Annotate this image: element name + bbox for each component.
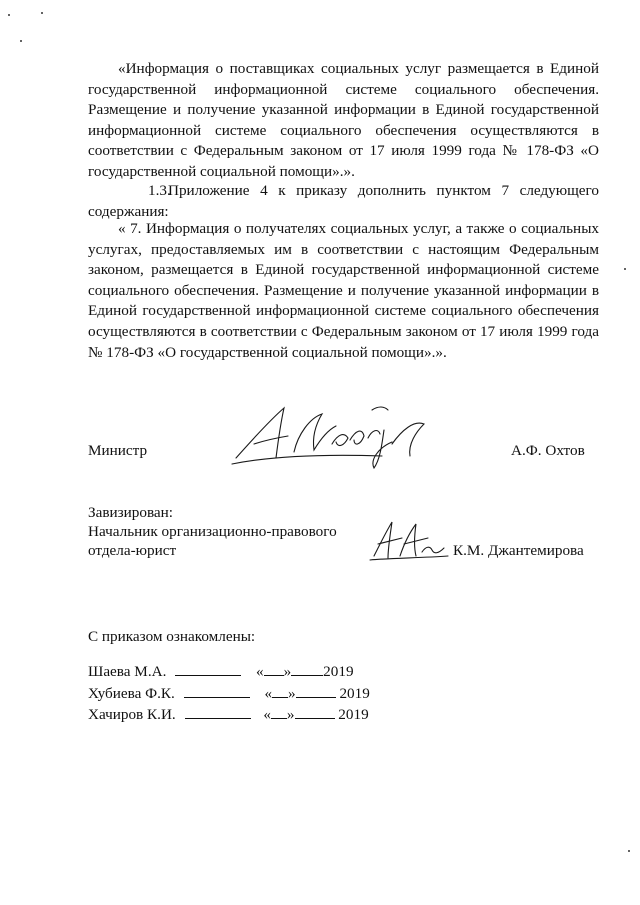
day-blank: [271, 705, 287, 719]
minister-handwritten-signature: [232, 400, 432, 470]
approval-heading: Завизирован:: [88, 504, 174, 521]
scan-speck: [8, 14, 10, 16]
month-blank: [291, 662, 323, 676]
quote-open: «: [255, 663, 264, 680]
approver-handwritten-signature: [370, 518, 450, 562]
scan-speck: [41, 12, 43, 14]
paragraph-suppliers-info: «Информация о поставщиках социальных услуг размещается в Единой государственной информационной системе социального обеспечения. Размещение и получение указанной информации в Единой государственной информационной системе социального обеспечения осуществляются в соответствии с Федеральным законом от 17 июля 1999 года № 178-ФЗ «О государственной социальной помощи».».: [88, 60, 599, 180]
scan-speck: [624, 268, 626, 270]
signatory-position: Министр: [88, 442, 148, 459]
person-name: Хачиров К.И.: [88, 706, 176, 723]
scan-speck: [20, 40, 22, 42]
person-name: Хубиева Ф.К.: [88, 685, 175, 702]
quote-open: «: [264, 685, 273, 702]
signature-blank: [184, 684, 250, 698]
acknowledgment-row: [88, 662, 354, 681]
signatory-name: А.Ф. Охтов: [511, 442, 585, 459]
paragraph-item-1-3: [88, 181, 599, 222]
approval-position-line2: отдела-юрист: [88, 542, 177, 559]
quote-close: »: [286, 706, 295, 723]
signature-blank: [185, 705, 251, 719]
item-number: 1.3.: [148, 182, 171, 199]
approver-name: К.М. Джантемирова: [453, 542, 584, 559]
day-blank: [264, 662, 284, 676]
year: 2019: [323, 663, 354, 680]
paragraph-recipients-info: « 7. Информация о получателях социальных услуг, а также о социальных услугах, предоставляемых им в соответствии с настоящим Федеральным законом, размещается в Единой государственной информационной системе социального обеспечения. Размещение и получение указанной информации в Единой государственной информационной системе социального обеспечения осуществляются в соответствии с Федеральным законом от 17 июля 1999 года № 178-ФЗ «О государственной социальной помощи».».: [88, 220, 599, 361]
item-text: Приложение 4 к приказу дополнить пунктом 7 следующего содержания:: [88, 182, 599, 220]
acknowledgment-row: [88, 705, 369, 724]
quote-open: «: [263, 706, 271, 723]
approval-position-line1: Начальник организационно-правового: [88, 523, 337, 540]
acknowledgment-row: [88, 684, 370, 703]
month-blank: [296, 684, 336, 698]
acknowledgment-heading: С приказом ознакомлены:: [88, 628, 256, 645]
day-blank: [272, 684, 288, 698]
quote-close: »: [288, 685, 296, 702]
year: 2019: [338, 706, 369, 723]
month-blank: [295, 705, 335, 719]
quote-close: »: [283, 663, 292, 680]
scan-speck: [628, 850, 630, 852]
signature-blank: [175, 662, 241, 676]
person-name: Шаева М.А.: [88, 663, 167, 680]
year: 2019: [339, 685, 370, 702]
